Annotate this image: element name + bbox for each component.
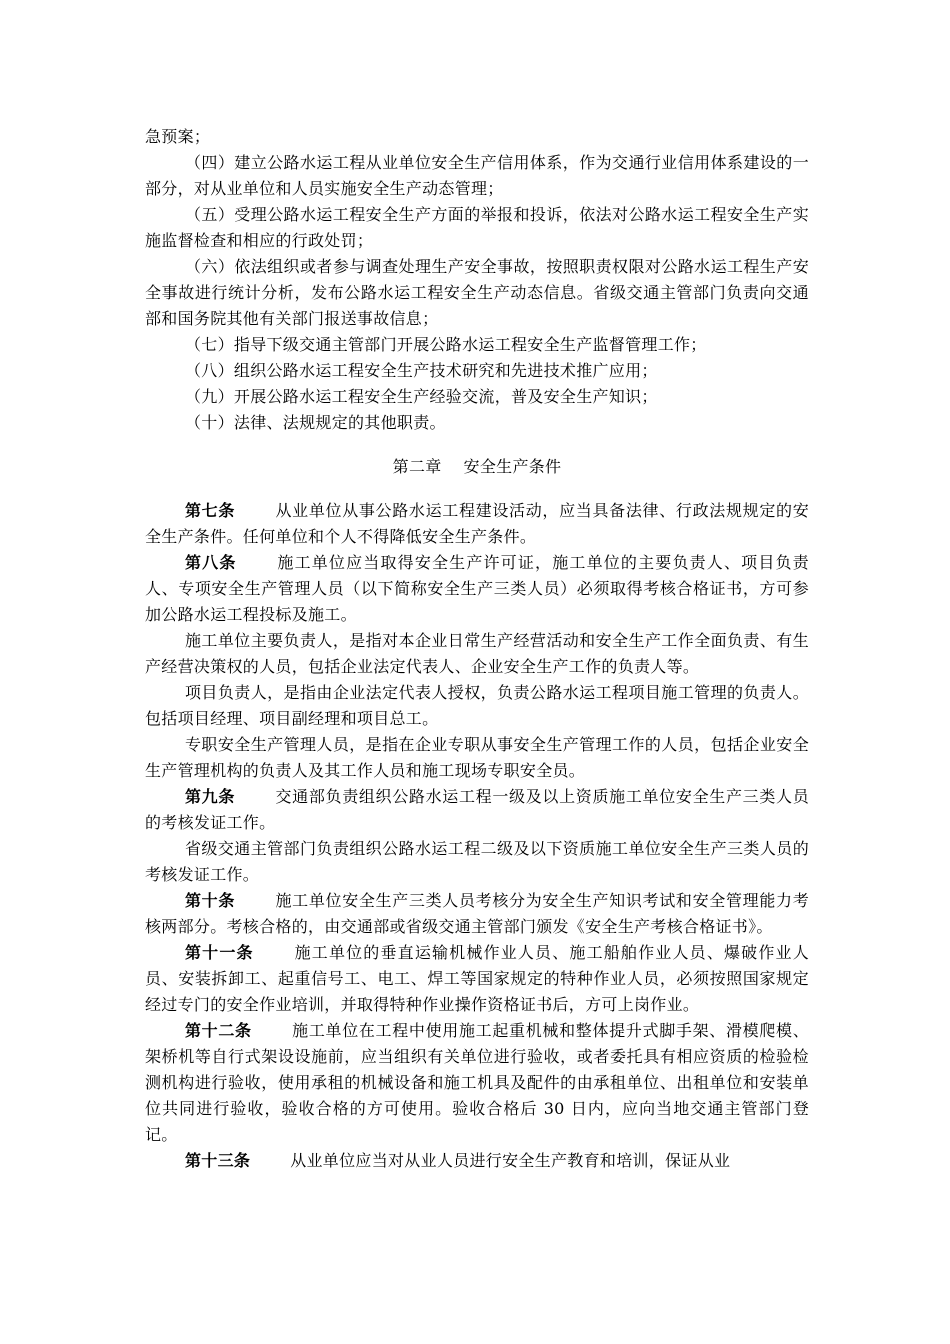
article-7 (145, 498, 809, 550)
chapter-title: 安全生产条件 (463, 457, 562, 476)
article-text: 施工单位应当取得安全生产许可证，施工单位的主要负责人、项目负责人、专项安全生产管理人员（以下简称安全生产三类人员）必须取得考核合格证书，方可参加公路水运工程投标及施工。 (145, 553, 809, 624)
article-9 (145, 784, 809, 836)
article-text: 施工单位安全生产三类人员考核分为安全生产知识考试和安全管理能力考核两部分。考核合格的，由交通部或省级交通主管部门颁发《安全生产考核合格证书》。 (145, 891, 809, 936)
article-label: 第十三条 (185, 1151, 251, 1170)
article-8-para-4: 专职安全生产管理人员，是指在企业专职从事安全生产管理工作的人员，包括企业安全生产管理机构的负责人及其工作人员和施工现场专职安全员。 (145, 735, 809, 780)
list-item-7: （七）指导下级交通主管部门开展公路水运工程安全生产监督管理工作； (185, 335, 707, 354)
article-label: 第七条 (185, 501, 236, 520)
article-label: 第九条 (185, 787, 236, 806)
body-text (145, 124, 809, 1174)
article-text: 交通部负责组织公路水运工程一级及以上资质施工单位安全生产三类人员的考核发证工作。 (145, 787, 809, 832)
article-8-para-2: 施工单位主要负责人，是指对本企业日常生产经营活动和安全生产工作全面负责、有生产经营决策权的人员，包括企业法定代表人、企业安全生产工作的负责人等。 (145, 631, 809, 676)
article-text: 施工单位的垂直运输机械作业人员、施工船舶作业人员、爆破作业人员、安装拆卸工、起重信号工、电工、焊工等国家规定的特种作业人员，必须按照国家规定经过专门的安全作业培训，并取得特种作业操作资格证书后，方可上岗作业。 (145, 943, 809, 1014)
article-text: 施工单位在工程中使用施工起重机械和整体提升式脚手架、滑模爬模、架桥机等自行式架设设施前，应当组织有关单位进行验收，或者委托具有相应资质的检验检测机构进行验收，使用承租的机械设备和施工机具及配件的由承租单位、出租单位和安装单位共同进行验收，验收合格的方可使用。验收合格后 30 日内，应向当地交通主管部门登记。 (145, 1021, 809, 1144)
article-10 (145, 888, 809, 940)
list-item-5: （五）受理公路水运工程安全生产方面的举报和投诉，依法对公路水运工程安全生产实施监督检查和相应的行政处罚； (145, 205, 809, 250)
continuation-line: 急预案； (145, 127, 211, 146)
article-8 (145, 550, 809, 628)
article-label: 第十条 (185, 891, 236, 910)
article-13 (145, 1148, 809, 1174)
article-12 (145, 1018, 809, 1148)
article-text: 从业单位应当对从业人员进行安全生产教育和培训，保证从业 (290, 1151, 731, 1170)
article-label: 第八条 (185, 553, 237, 572)
article-9-para-2: 省级交通主管部门负责组织公路水运工程二级及以下资质施工单位安全生产三类人员的考核发证工作。 (145, 839, 809, 884)
article-label: 第十一条 (185, 943, 254, 962)
list-item-10: （十）法律、法规规定的其他职责。 (185, 413, 446, 432)
list-item-4: （四）建立公路水运工程从业单位安全生产信用体系，作为交通行业信用体系建设的一部分，对从业单位和人员实施安全生产动态管理； (145, 153, 809, 198)
chapter-heading (145, 454, 809, 480)
list-item-6: （六）依法组织或者参与调查处理生产安全事故，按照职责权限对公路水运工程生产安全事故进行统计分析，发布公路水运工程安全生产动态信息。省级交通主管部门负责向交通部和国务院其他有关部门报送事故信息； (145, 257, 809, 328)
article-11 (145, 940, 809, 1018)
article-8-para-3: 项目负责人，是指由企业法定代表人授权，负责公路水运工程项目施工管理的负责人。包括项目经理、项目副经理和项目总工。 (145, 683, 809, 728)
article-text: 从业单位从事公路水运工程建设活动，应当具备法律、行政法规规定的安全生产条件。任何单位和个人不得降低安全生产条件。 (145, 501, 809, 546)
list-item-8: （八）组织公路水运工程安全生产技术研究和先进技术推广应用； (185, 361, 658, 380)
article-label: 第十二条 (185, 1021, 252, 1040)
chapter-number: 第二章 (392, 457, 442, 476)
list-item-9: （九）开展公路水运工程安全生产经验交流，普及安全生产知识； (185, 387, 658, 406)
